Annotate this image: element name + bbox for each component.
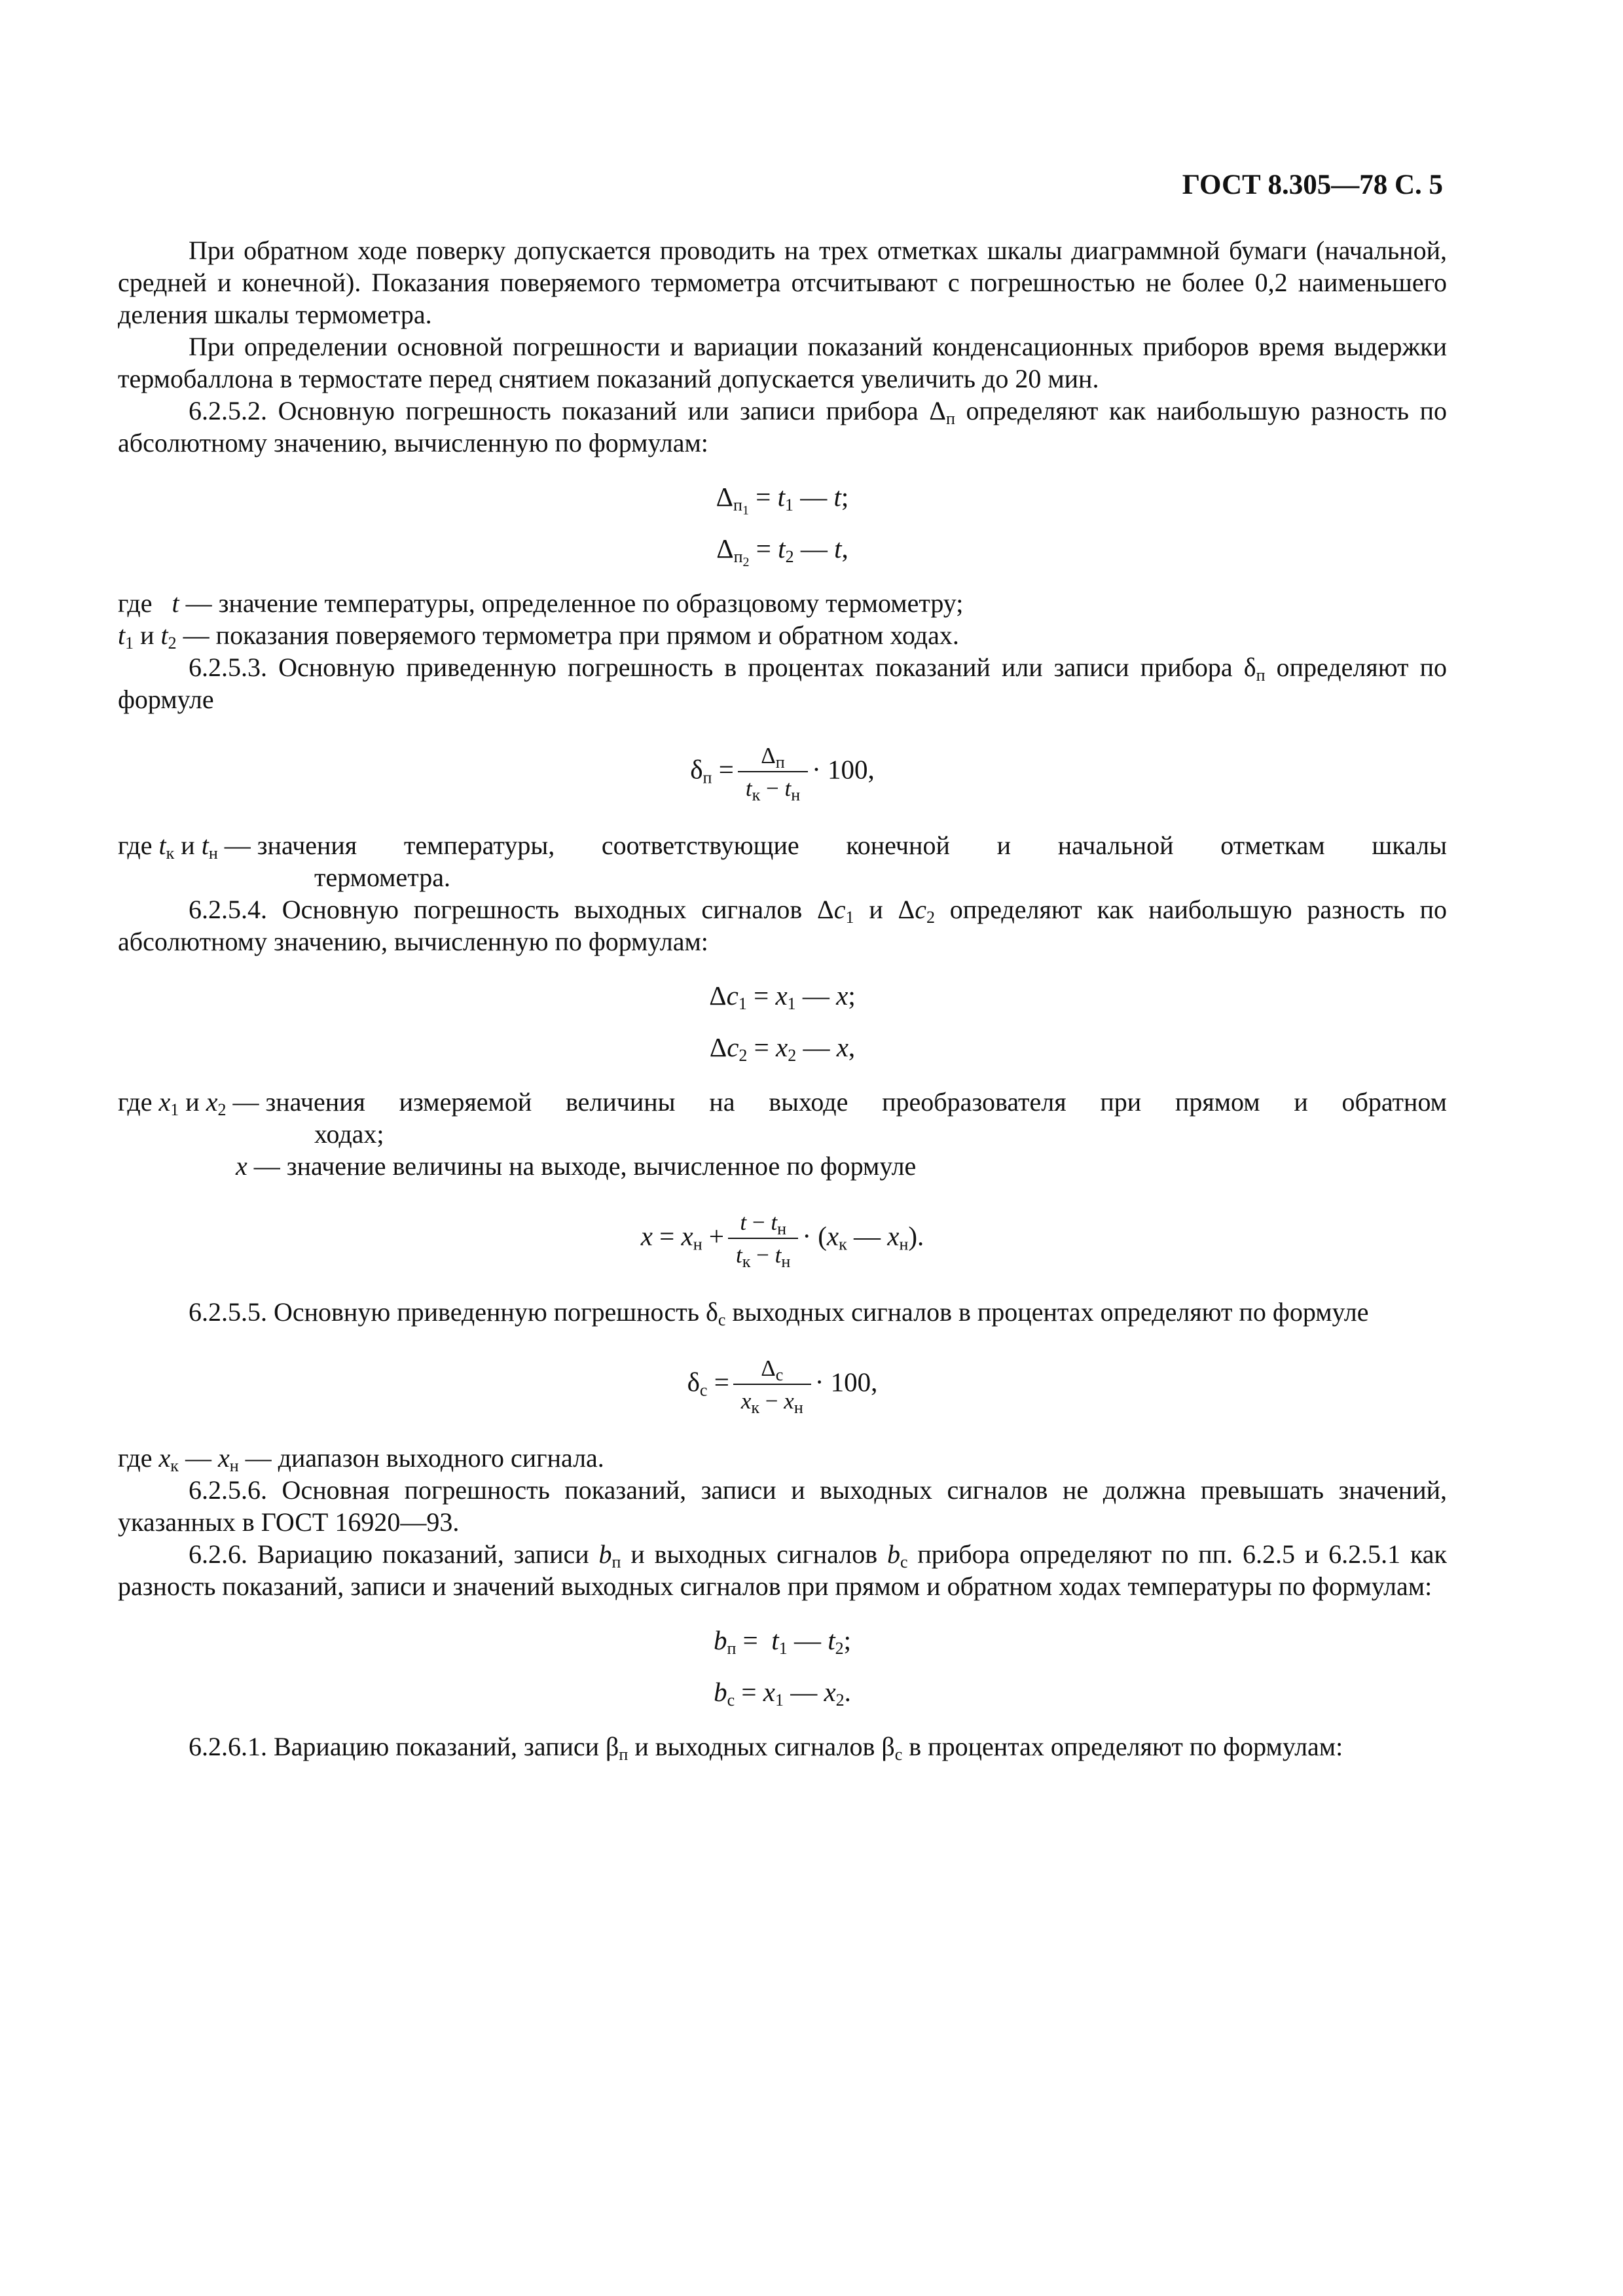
document-body — [118, 234, 1447, 1763]
formula-delta-c1: $\Delta c_1 = x_1$ — x; — [709, 980, 856, 1013]
where-t: где t — значение температуры, определенное по образцовому термометру; — [118, 588, 964, 618]
formula-delta-reduced-p: $\delta_п$ = $\frac{\Delta_п}{t_к - t_н}$ · 100, — [690, 743, 875, 804]
formula-delta-p1: $\Delta_{п_1} = t_1$ — t; — [716, 482, 849, 518]
formula-delta-p2: $\Delta_{п_2} = t_2$ — t, — [716, 533, 848, 569]
paragraph-6-2-6: 6.2.6. Вариацию показаний, записи $b_п$ и выходных сигналов $b_с$ прибора определяют по пп. 6.2.5 и 6.2.5.1 как разность показаний, записи и значений выходных сигналов при прямом и обратном ходах температуры по формулам: — [118, 1539, 1447, 1601]
paragraph-6-2-6-1: 6.2.6.1. Вариацию показаний, записи $\beta_п$ и выходных сигналов $\beta_с$ в процентах определяют по формулам: — [189, 1732, 1343, 1764]
formula-delta-reduced-c: $\delta_с$ = $\frac{\Delta_с}{x_к - x_н}$ · 100, — [687, 1355, 878, 1417]
paragraph-condensation-devices: При определении основной погрешности и вариации показаний конденсационных приборов время выдержки термобаллона в термостате перед снятием показаний допускается увеличить до 20 мин. — [118, 332, 1447, 393]
fraction: $\frac{\Delta_п}{t_к - t_н}$ — [738, 742, 808, 803]
where-x: x — значение величины на выходе, вычисленное по формуле — [236, 1151, 917, 1181]
where-t1-t2: $t_1$ и $t_2$ — показания поверяемого термометра при прямом и обратном ходах. — [118, 620, 959, 653]
formula-x: $x = x_н$ + $\frac{t - t_н}{t_к - t_н}$ · ($x_к$ — $x_н$). — [640, 1210, 924, 1271]
where-range: где $x_к$ — $x_н$ — диапазон выходного сигнала. — [118, 1443, 604, 1475]
where-tk-tn-cont: термометра. — [314, 863, 450, 892]
fraction: $\frac{\Delta_с}{x_к - x_н}$ — [733, 1354, 811, 1416]
where-x1-x2: где $x_1$ и $x_2$ — значения измеряемой величины на выходе преобразователя при прямом и обратном — [118, 1087, 1447, 1119]
paragraph-6-2-5-6: 6.2.5.6. Основная погрешность показаний, записи и выходных сигналов не должна превышать значений, указанных в ГОСТ 16920—93. — [118, 1475, 1447, 1537]
paragraph-6-2-5-2: 6.2.5.2. Основную погрешность показаний или записи прибора $\Delta_п$ определяют как наибольшую разность по абсолютному значению, вычисленную по формулам: — [118, 396, 1447, 457]
where-tk-tn: где $t_к$ и $t_н$ — значения температуры, соответствующие конечной и начальной отметкам шкалы — [118, 831, 1447, 863]
formula-delta-c2: $\Delta c_2 = x_2$ — x, — [709, 1032, 856, 1065]
paragraph-6-2-5-3: 6.2.5.3. Основную приведенную погрешность в процентах показаний или записи прибора $\delta_п$ определяют по формуле — [118, 653, 1448, 714]
paragraph-6-2-5-5: 6.2.5.5. Основную приведенную погрешность $\delta_с$ выходных сигналов в процентах определяют по формуле — [189, 1297, 1369, 1329]
paragraph-6-2-5-4: 6.2.5.4. Основную погрешность выходных сигналов $\Delta c_1$ и $\Delta c_2$ определяют как наибольшую разность по абсолютному значению, вычисленную по формулам: — [118, 895, 1447, 956]
where-x1-x2-cont: ходах; — [314, 1119, 384, 1149]
page-header: ГОСТ 8.305—78 С. 5 — [1182, 170, 1443, 200]
formula-b-c: $b_с = x_1$ — $x_2$. — [714, 1677, 851, 1710]
fraction: $\frac{t - t_н}{t_к - t_н}$ — [728, 1208, 798, 1270]
paragraph-reverse-pass: При обратном ходе поверку допускается проводить на трех отметках шкалы диаграммной бумаги (начальной, средней и конечной). Показания поверяемого термометра отсчитывают с погрешностью не более 0,2 наименьшего деления шкалы термометра. — [118, 236, 1447, 329]
formula-b-p: $b_п = t_1$ — $t_2$; — [713, 1625, 851, 1658]
